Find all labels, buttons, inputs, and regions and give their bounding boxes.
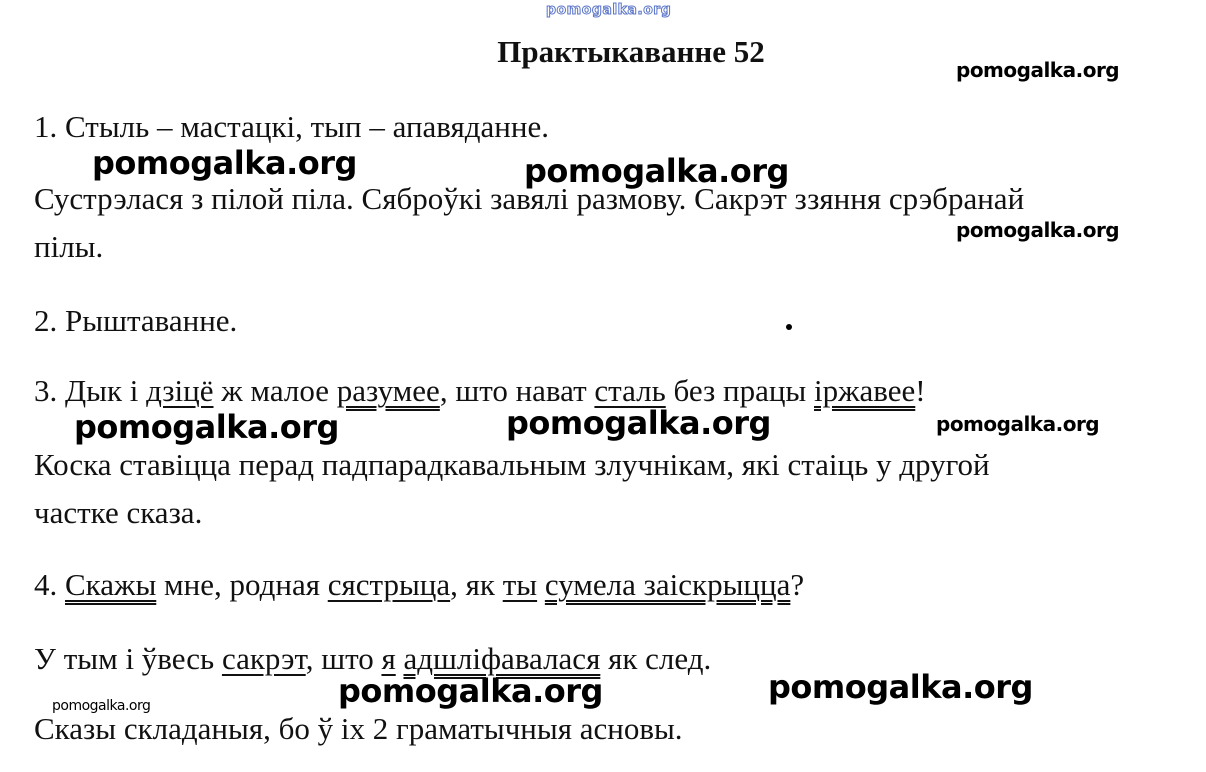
text-line-3: пілы.: [34, 229, 104, 264]
text-segment: !: [915, 373, 926, 408]
subject-word: ты: [502, 567, 538, 602]
watermark: pomogalka.org: [936, 412, 1100, 436]
watermark-top: pomogalka.org: [546, 2, 672, 18]
text-segment: , што: [305, 641, 382, 676]
address-word: сястрыца: [327, 567, 451, 602]
text-segment: 4.: [34, 567, 65, 602]
page-title: Практыкаванне 52: [497, 34, 765, 69]
text-segment: ж малое: [213, 373, 337, 408]
text-segment: 3. Дык і: [34, 373, 147, 408]
stray-dot: [786, 324, 792, 330]
predicate-word: сумела заіскрыцца: [544, 567, 791, 602]
watermark: pomogalka.org: [506, 404, 771, 442]
subject-word: сталь: [594, 373, 666, 408]
watermark: pomogalka.org: [956, 218, 1120, 242]
watermark: pomogalka.org: [74, 408, 339, 446]
text-line-2: Сустрэлася з пілой піла. Сяброўкі завялі размову. Сакрэт ззяння срэбранай: [34, 181, 1025, 216]
watermark: pomogalka.org: [524, 152, 789, 190]
text-line-7: частке сказа.: [34, 495, 203, 530]
text-line-8: [34, 566, 804, 604]
text-segment: ?: [790, 567, 805, 602]
subject-word: дзіцё: [146, 373, 214, 408]
predicate-word: Скажы: [65, 567, 157, 602]
text-segment: без працы: [665, 373, 815, 408]
subject-word: я: [381, 641, 396, 676]
text-line-6: Коска ставіцца перад падпарадкавальным злучнікам, які стаіць у другой: [34, 447, 990, 482]
text-line-10: Сказы складаныя, бо ў іх 2 граматычныя асновы.: [34, 711, 683, 746]
predicate-word: разумее: [336, 373, 440, 408]
watermark: pomogalka.org: [338, 672, 603, 710]
predicate-word: іржавее: [814, 373, 916, 408]
predicate-word: адшліфавалася: [403, 641, 601, 676]
text-segment: як след.: [600, 641, 712, 676]
text-line-1: 1. Стыль – мастацкі, тып – апавяданне.: [34, 109, 549, 144]
text-segment: [537, 567, 545, 602]
text-segment: , што нават: [439, 373, 595, 408]
watermark: pomogalka.org: [768, 668, 1033, 706]
watermark: pomogalka.org: [52, 698, 151, 714]
text-line-5: [34, 372, 926, 410]
text-segment: мне, родная: [156, 567, 328, 602]
text-line-4: 2. Рыштаванне.: [34, 303, 238, 338]
watermark: pomogalka.org: [92, 144, 357, 182]
text-segment: , як: [450, 567, 503, 602]
watermark: pomogalka.org: [956, 58, 1120, 82]
text-segment: У тым і ўвесь: [34, 641, 222, 676]
subject-word: сакрэт: [221, 641, 306, 676]
